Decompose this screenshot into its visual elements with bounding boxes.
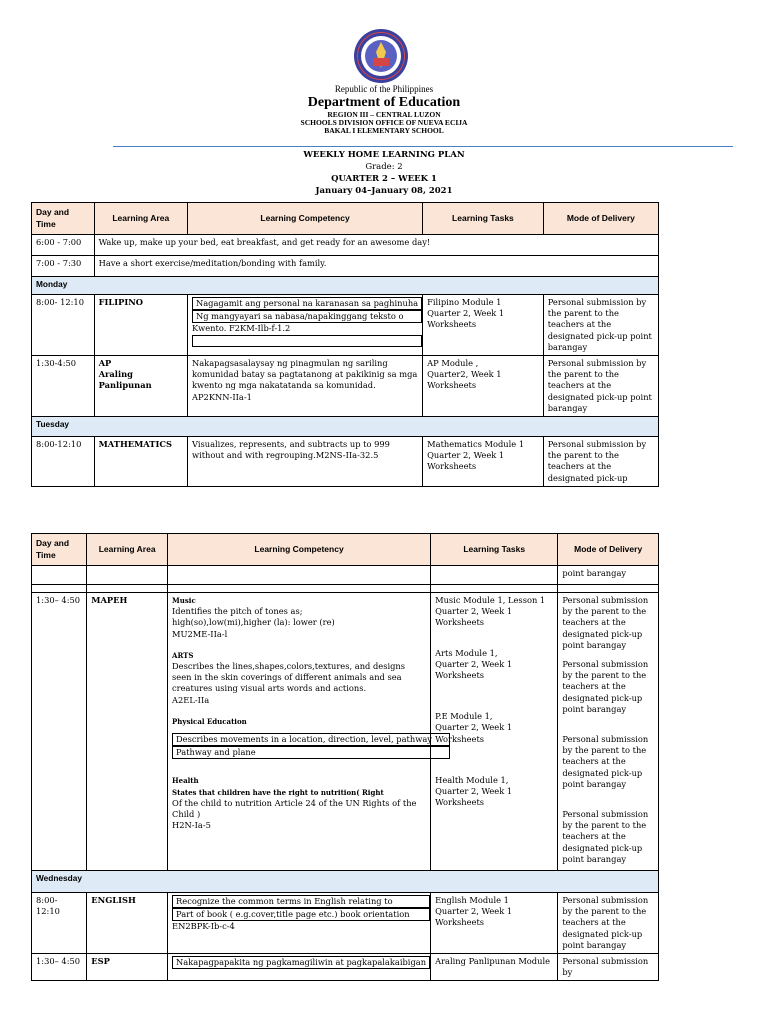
competency-line: Nagagamit ang personal na karanasan sa paghinuha	[192, 297, 422, 310]
competency-empty-box	[192, 335, 422, 347]
day-row-wednesday	[32, 871, 659, 893]
routine-text: Have a short exercise/meditation/bonding with family.	[94, 256, 658, 277]
col-day-time: Day and Time	[32, 534, 87, 566]
deped-seal-icon	[353, 28, 409, 84]
competency-line: Recognize the common terms in English relating to	[172, 895, 430, 908]
routine-time: 6:00 - 7:00	[32, 235, 95, 256]
table-gap-row	[32, 585, 659, 593]
row-competency	[168, 893, 431, 954]
task-music: Music Module 1, Lesson 1 Quarter 2, Week 1 Worksheets	[435, 595, 546, 628]
plan-title-block	[0, 149, 768, 197]
day-label: Tuesday	[32, 417, 659, 437]
row-tasks: Mathematics Module 1 Quarter 2, Week 1 Worksheets	[423, 437, 544, 487]
arts-competency: Describes the lines,shapes,colors,textures, and designs seen in the skin coverings of different animals and sea creatures using visual arts words and actions. A2EL-IIa	[172, 661, 406, 705]
row-competency	[187, 295, 422, 356]
table-row	[32, 295, 659, 356]
row-area: MATHEMATICS	[94, 437, 187, 487]
row-time: 1:30– 4:50	[32, 593, 87, 871]
task-health: Health Module 1, Quarter 2, Week 1 Worksheets	[435, 774, 513, 808]
health-competency: Of the child to nutrition Article 24 of the UN Rights of the Child ) H2N-Ia-5	[172, 797, 417, 831]
col-day-time: Day and Time	[32, 203, 95, 235]
arts-heading: ARTS	[172, 650, 194, 660]
competency-line: Nakapagpapakita ng pagkamagiliwin at pagkapalakaibigan	[172, 956, 430, 969]
mode-pe: Personal submission by the parent to the teachers at the designated pick-up point barangay	[562, 734, 649, 789]
col-learning-competency: Learning Competency	[187, 203, 422, 235]
task-pe: P.E Module 1, Quarter 2, Week 1 Worksheets	[435, 711, 513, 744]
row-time: 8:00-12:10	[32, 437, 95, 487]
header-divider	[113, 146, 733, 147]
day-label: Wednesday	[32, 871, 659, 893]
health-subheading: States that children have the right to nutrition( Right	[172, 787, 384, 797]
row-mode: Personal submission by	[558, 954, 659, 981]
row-mode	[558, 593, 659, 871]
mode-music: Personal submission by the parent to the teachers at the designated pick-up point barangay	[562, 595, 649, 650]
music-heading: Music	[172, 596, 196, 605]
table-row	[32, 593, 659, 871]
col-learning-area: Learning Area	[87, 534, 168, 566]
learning-plan-table	[31, 202, 659, 487]
row-area: ESP	[87, 954, 168, 981]
routine-text: Wake up, make up your bed, eat breakfast, and get ready for an awesome day!	[94, 235, 658, 256]
table-header-row	[32, 203, 659, 235]
competency-line: EN2BPK-Ib-c-4	[172, 921, 235, 932]
row-time: 1:30– 4:50	[32, 954, 87, 981]
row-mode: Personal submission by the parent to the teachers at the designated pick-up point barangay	[543, 356, 658, 417]
routine-time: 7:00 - 7:30	[32, 256, 95, 277]
row-competency: Visualizes, represents, and subtracts up to 999 without and with regrouping.M2NS-IIa-32.5	[187, 437, 422, 487]
task-arts: Arts Module 1, Quarter 2, Week 1 Worksheets	[435, 647, 513, 681]
table-row	[32, 235, 659, 256]
row-tasks: AP Module , Quarter2, Week 1 Worksheets	[423, 356, 544, 417]
republic-label: Republic of the Philippines	[334, 84, 434, 94]
row-mode: Personal submission by the parent to the teachers at the designated pick-up	[543, 437, 658, 487]
col-mode-of-delivery: Mode of Delivery	[558, 534, 659, 566]
table-row	[32, 356, 659, 417]
row-area: MAPEH	[87, 593, 168, 871]
row-mode: Personal submission by the parent to the teachers at the designated pick-up point barangay	[543, 295, 658, 356]
mode-arts: Personal submission by the parent to the teachers at the designated pick-up point barangay	[562, 659, 649, 714]
row-competency: Nakapagsasalaysay ng pinagmulan ng sariling komunidad batay sa pagtatanong at pakikinig sa mga kwento ng mga nakatatanda sa komunidad. AP2KNN-IIa-1	[187, 356, 422, 417]
row-area: ENGLISH	[87, 893, 168, 954]
row-mode: Personal submission by the parent to the teachers at the designated pick-up point barangay	[558, 893, 659, 954]
row-tasks: Araling Panlipunan Module	[431, 954, 558, 981]
plan-grade: Grade: 2	[365, 162, 403, 172]
health-heading: Health	[172, 776, 199, 786]
plan-quarter: QUARTER 2 – WEEK 1	[331, 174, 437, 184]
competency-line: Kwento. F2KM-Ilb-f-1.2	[191, 323, 291, 334]
competency-line: Part of book ( e.g.cover,title page etc.) book orientation	[172, 908, 430, 921]
table-row	[32, 893, 659, 954]
pe-competency-line: Pathway and plane	[172, 746, 450, 759]
table-row	[32, 566, 659, 585]
row-tasks	[431, 593, 558, 871]
row-area: FILIPINO	[94, 295, 187, 356]
col-learning-tasks: Learning Tasks	[423, 203, 544, 235]
competency-line: Ng mangyayari sa nabasa/napakinggang teksto o	[192, 310, 422, 323]
department-title: Department of Education	[307, 95, 461, 110]
music-competency: Identifies the pitch of tones as; high(so),low(mi),higher (la): lower (re) MU2ME-IIa-l	[172, 606, 335, 639]
pe-competency-line: Describes movements in a location, direction, level, pathway	[172, 733, 450, 746]
region-block	[0, 111, 768, 135]
division-label: SCHOOLS DIVISION OFFICE OF NUEVA ECIJA	[300, 118, 468, 127]
day-label: Monday	[32, 277, 659, 295]
col-learning-area: Learning Area	[94, 203, 187, 235]
mode-health: Personal submission by the parent to the teachers at the designated pick-up point barangay	[562, 809, 649, 864]
row-tasks: English Module 1 Quarter 2, Week 1 Worksheets	[431, 893, 558, 954]
table-row	[32, 954, 659, 981]
row-time: 8:00- 12:10	[32, 893, 87, 954]
pe-heading: Physical Education	[172, 716, 247, 726]
col-learning-competency: Learning Competency	[168, 534, 431, 566]
col-learning-tasks: Learning Tasks	[431, 534, 558, 566]
table-header-row	[32, 534, 659, 566]
region-label: REGION III – CENTRAL LUZON	[327, 110, 441, 119]
day-row-tuesday	[32, 417, 659, 437]
plan-dates: January 04–January 08, 2021	[315, 186, 453, 196]
row-time: 8:00- 12:10	[32, 295, 95, 356]
row-area: AP Araling Panlipunan	[94, 356, 187, 417]
learning-plan-table-continued	[31, 533, 659, 981]
col-mode-of-delivery: Mode of Delivery	[543, 203, 658, 235]
row-competency	[168, 954, 431, 981]
row-time: 1:30-4:50	[32, 356, 95, 417]
table-row	[32, 256, 659, 277]
school-label: BAKAL I ELEMENTARY SCHOOL	[324, 126, 444, 135]
row-competency	[168, 593, 431, 871]
day-row-monday	[32, 277, 659, 295]
plan-title: WEEKLY HOME LEARNING PLAN	[303, 150, 465, 160]
table-row	[32, 437, 659, 487]
row-mode: point barangay	[558, 566, 659, 585]
row-tasks: Filipino Module 1 Quarter 2, Week 1 Worksheets	[423, 295, 544, 356]
